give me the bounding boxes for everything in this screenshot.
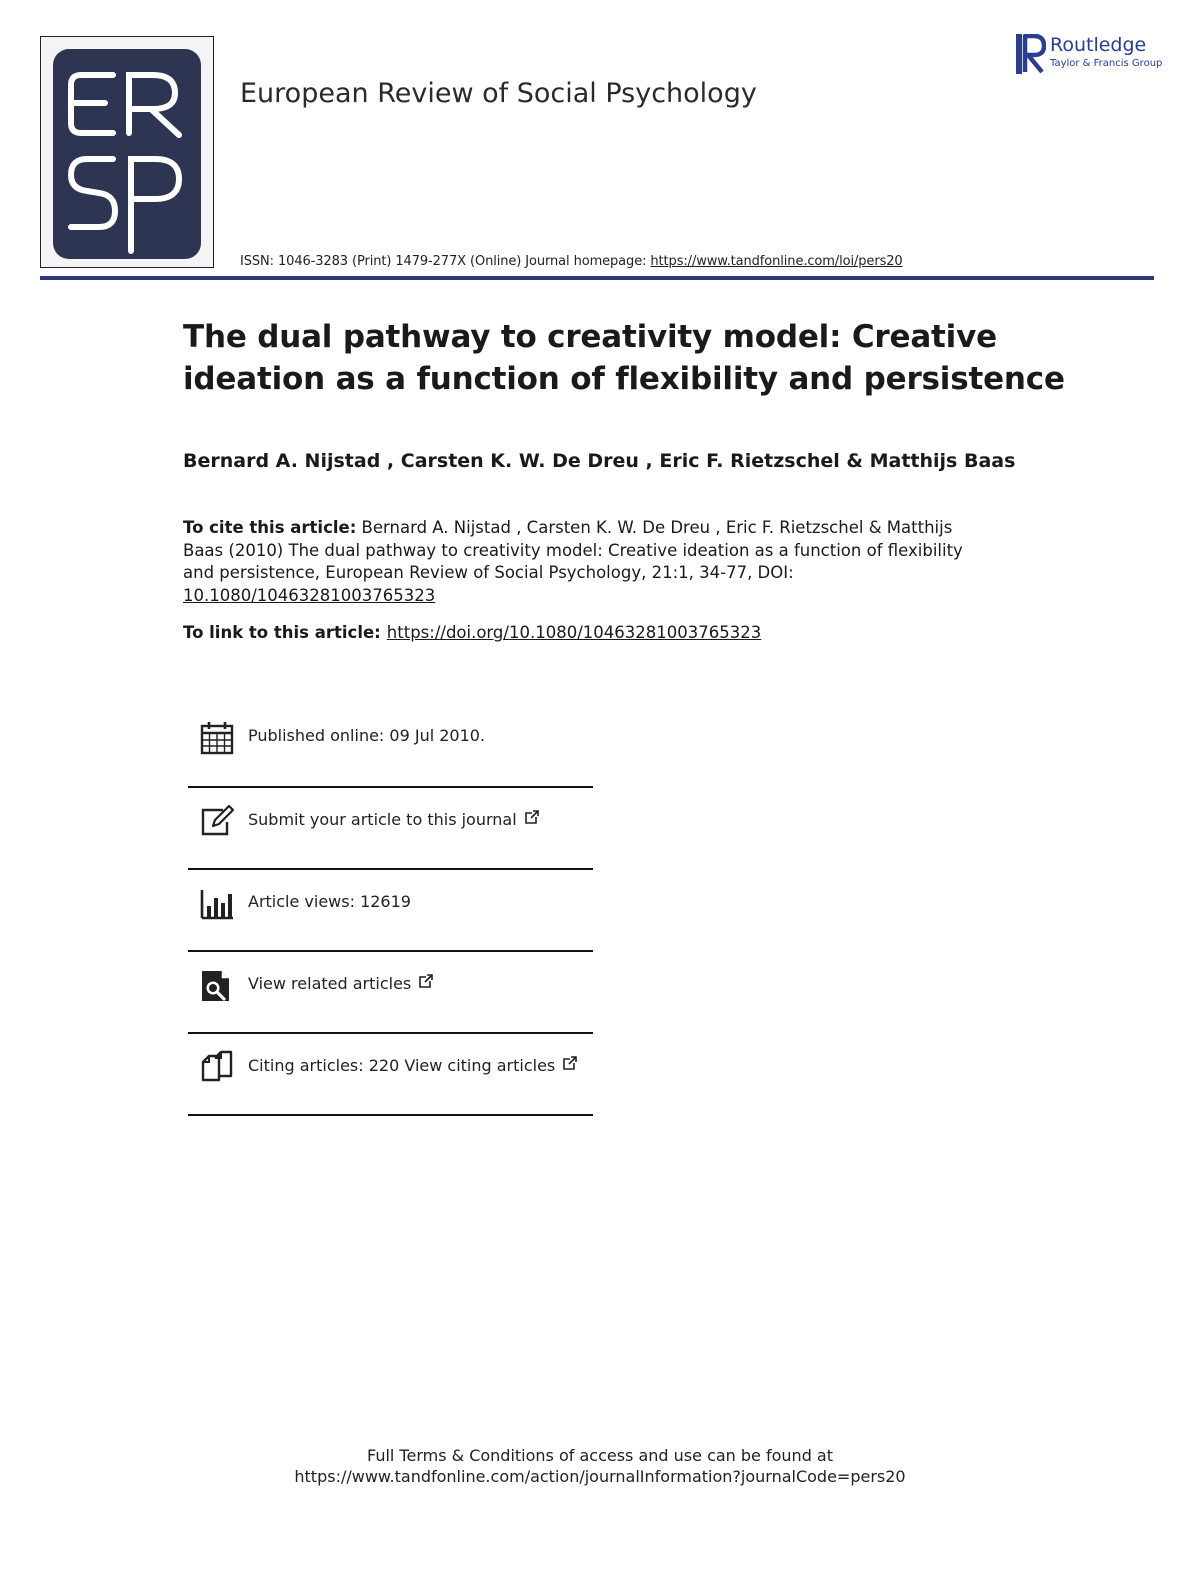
article-title: The dual pathway to creativity model: Creative ideation as a function of flexibility and persistence [183,319,1065,397]
publisher-subtitle: Taylor & Francis Group [1050,58,1163,69]
submit-row[interactable] [188,788,593,870]
header-rule [40,276,1154,280]
citation-label: To cite this article: [183,518,357,537]
journal-title: European Review of Social Psychology [240,78,757,109]
citation-text: Bernard A. Nijstad , Carsten K. W. De Dreu , Eric F. Rietzschel & Matthijs Baas (2010) The dual pathway to creativity model: Creative ideation as a function of flexibility and persistence, European Review of Social Psychology, 21:1, 34-77, DOI: [183,518,963,582]
copy-icon [199,1050,235,1086]
issn-text: ISSN: 1046-3283 (Print) 1479-277X (Online) Journal homepage: [240,254,651,269]
edit-icon [199,804,235,840]
footer-terms-text: Full Terms & Conditions of access and use can be found at [366,1446,834,1465]
external-link-icon [417,974,433,990]
external-link-icon [523,810,539,826]
routledge-r-icon [1016,34,1046,74]
citing-articles-link[interactable] [248,1056,577,1075]
submit-article-link[interactable] [248,810,539,829]
related-articles-label: View related articles [248,974,412,993]
article-views: Article views: 12619 [248,892,411,911]
article-info-list [188,704,593,1116]
published-row [188,704,593,788]
publisher-logo [1016,34,1166,76]
search-document-icon [199,968,235,1004]
citation-block [183,517,983,607]
journal-homepage-link[interactable]: https://www.tandfonline.com/loi/pers20 [650,254,903,269]
publisher-name: Routledge [1050,34,1147,56]
article-doi-url[interactable]: https://doi.org/10.1080/10463281003765323 [386,623,762,642]
footer-terms [0,1445,1200,1487]
related-articles-link[interactable] [248,974,433,993]
journal-cover-logo [40,36,214,268]
external-link-icon [561,1056,577,1072]
article-link-line [183,623,761,642]
footer-terms-url[interactable]: https://www.tandfonline.com/action/journalInformation?journalCode=pers20 [294,1467,906,1486]
published-date: Published online: 09 Jul 2010. [248,726,486,745]
citing-articles-label: Citing articles: 220 View citing articles [248,1056,556,1075]
citing-row[interactable] [188,1034,593,1116]
related-row[interactable] [188,952,593,1034]
submit-article-label: Submit your article to this journal [248,810,517,829]
issn-line [240,254,903,269]
citation-doi-link[interactable]: 10.1080/10463281003765323 [183,585,436,605]
bar-chart-icon [199,886,235,922]
article-link-label: To link to this article: [183,623,381,642]
calendar-icon [199,720,235,756]
views-row [188,870,593,952]
article-authors: Bernard A. Nijstad , Carsten K. W. De Dreu , Eric F. Rietzschel & Matthijs Baas [183,450,1016,472]
